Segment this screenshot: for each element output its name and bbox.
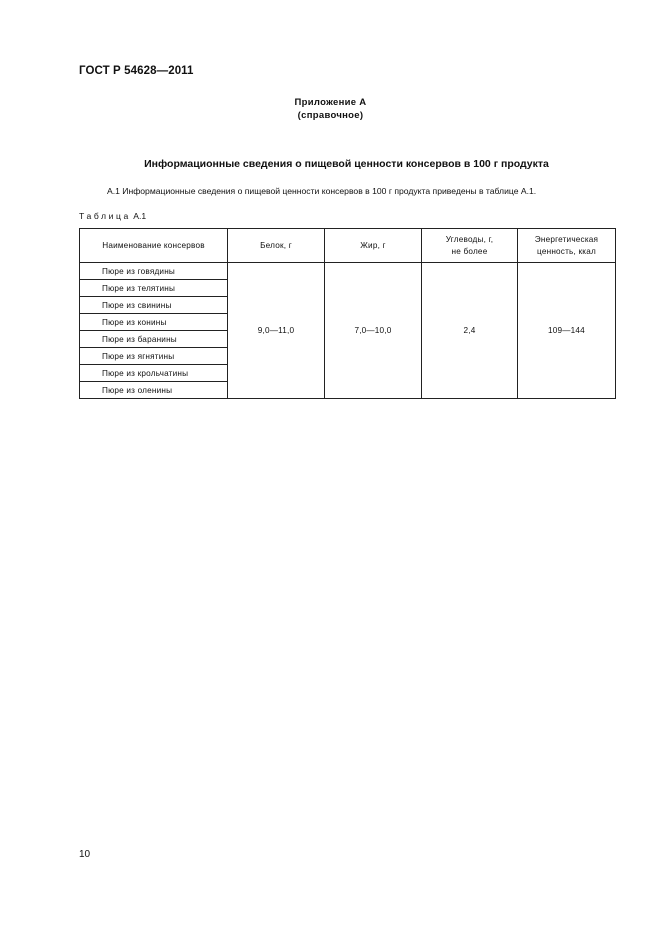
annex-title: Приложение А	[294, 97, 367, 108]
nutrition-table	[79, 228, 616, 399]
fat-value: 7,0—10,0	[325, 263, 422, 399]
intro-paragraph: А.1 Информационные сведения о пищевой ценности консервов в 100 г продукта приведены в таблице А.1.	[107, 186, 537, 196]
header-protein: Белок, г	[228, 229, 325, 263]
protein-value: 9,0—11,0	[228, 263, 325, 399]
header-energy-line1: Энергетическая	[534, 234, 599, 244]
product-name: Пюре из баранины	[80, 331, 228, 348]
header-carbs-line1: Углеводы, г,	[445, 234, 494, 244]
product-name: Пюре из конины	[80, 314, 228, 331]
product-name: Пюре из оленины	[80, 382, 228, 399]
header-carbs	[422, 229, 518, 263]
table-caption	[79, 211, 146, 221]
product-name: Пюре из говядины	[80, 263, 228, 280]
table-header-row	[80, 229, 616, 263]
header-name: Наименование консервов	[80, 229, 228, 263]
table-caption-number: А.1	[133, 211, 147, 221]
product-name: Пюре из свинины	[80, 297, 228, 314]
table-caption-word: Таблица	[79, 211, 131, 221]
product-name: Пюре из ягнятины	[80, 348, 228, 365]
table-row	[80, 263, 616, 280]
page-number: 10	[79, 849, 91, 860]
energy-value: 109—144	[518, 263, 616, 399]
header-energy	[518, 229, 616, 263]
carbs-value: 2,4	[422, 263, 518, 399]
annex-block	[0, 96, 661, 122]
header-fat: Жир, г	[325, 229, 422, 263]
product-name: Пюре из крольчатины	[80, 365, 228, 382]
document-standard-number: ГОСТ Р 54628—2011	[79, 65, 194, 77]
section-heading: Информационные сведения о пищевой ценности консервов в 100 г продукта	[144, 158, 549, 170]
annex-type: (справочное)	[297, 110, 364, 121]
product-name: Пюре из телятины	[80, 280, 228, 297]
header-carbs-line2: не более	[451, 246, 488, 256]
header-energy-line2: ценность, ккал	[537, 246, 596, 256]
